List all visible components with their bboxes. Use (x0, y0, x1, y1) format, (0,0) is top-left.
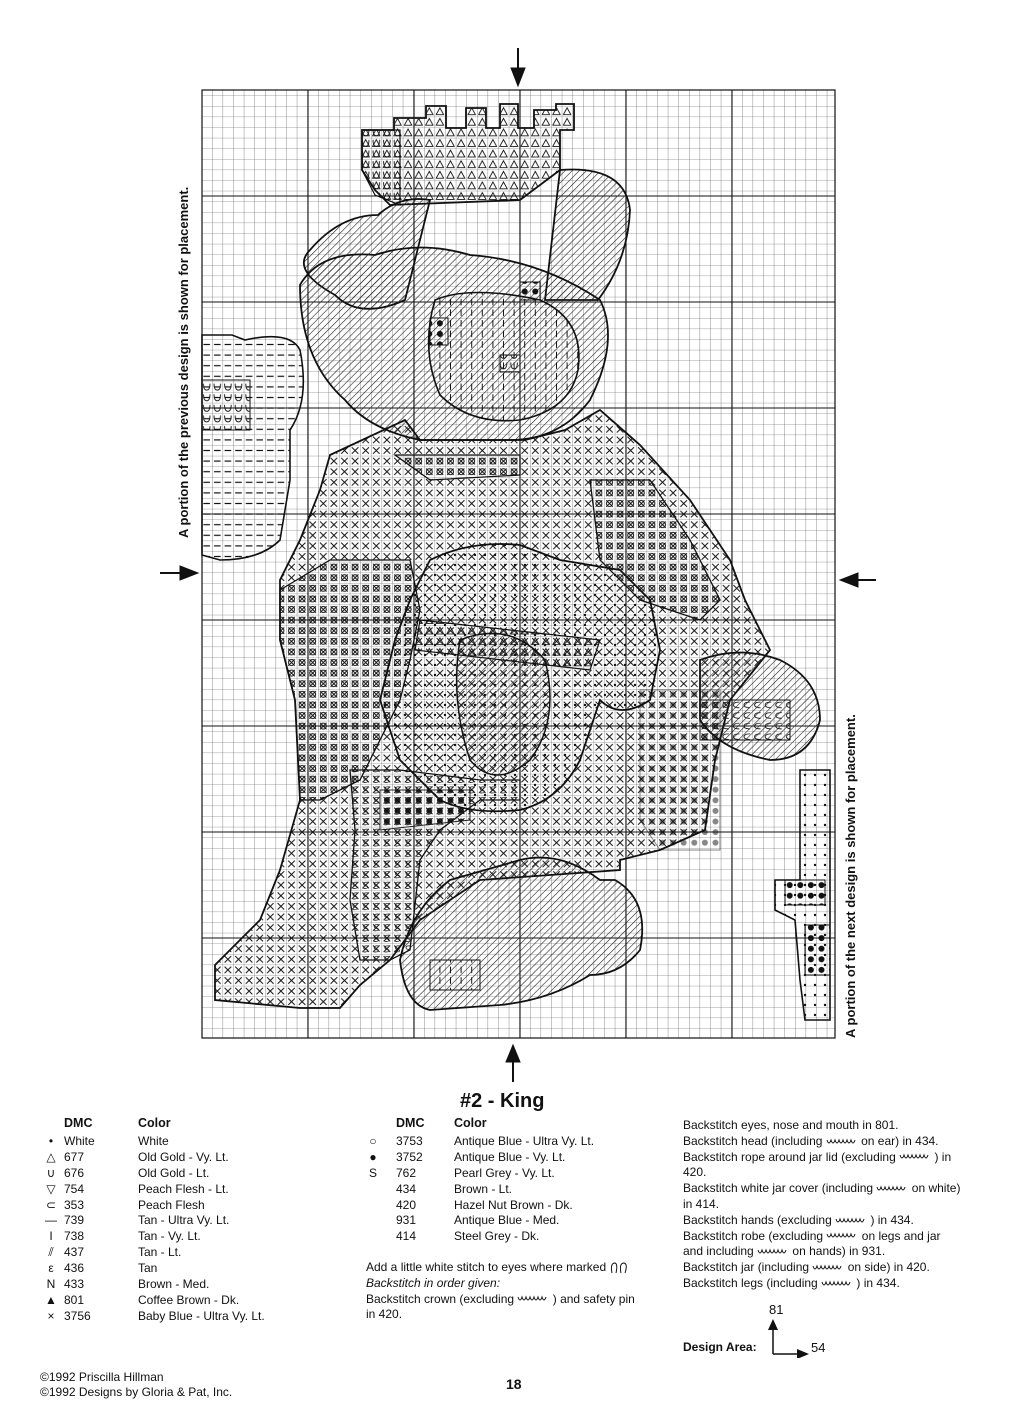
crown-note-part-c: in 420. (366, 1307, 403, 1322)
legend-dmc-number: 414 (396, 1229, 417, 1244)
legend-dmc-number: White (64, 1134, 95, 1148)
legend-row (44, 1182, 344, 1198)
circle-outline-symbol: ○ (369, 1134, 377, 1148)
triangle-down-symbol: ▽ (46, 1181, 56, 1196)
legend-row (366, 1182, 666, 1198)
wavy-line-icon (876, 1184, 908, 1194)
eye-mark-icon (609, 1261, 631, 1275)
legend-color-name: Old Gold - Vy. Lt. (138, 1149, 229, 1164)
legend-dmc-number: 738 (64, 1229, 85, 1244)
next-design-detail-2 (805, 925, 830, 975)
left-placement-note: A portion of the previous design is shown for placement. (176, 186, 191, 538)
legend-dmc-number: 434 (396, 1181, 417, 1196)
backstitch-note (683, 1229, 983, 1245)
design-area-label: Design Area: (683, 1340, 757, 1354)
note-part-b: on ear) in 434. (861, 1133, 939, 1148)
legend-dmc-number: 436 (64, 1261, 85, 1276)
bar-symbol: I (49, 1229, 53, 1244)
legend-color-name: Antique Blue - Vy. Lt. (454, 1149, 566, 1164)
legend-color-name: White (138, 1134, 169, 1148)
u-symbol: ∪ (46, 1165, 56, 1180)
wavy-line-icon (835, 1216, 867, 1226)
design-area-width: 54 (811, 1340, 826, 1355)
backstitch-note (683, 1276, 983, 1292)
legend-color-name: Hazel Nut Brown - Dk. (454, 1197, 573, 1212)
legend-row (44, 1213, 344, 1229)
legend-left-rows (44, 1134, 344, 1325)
note-part-a: Backstitch rope around jar lid (excluding (683, 1149, 896, 1164)
backwards-e-symbol: ε (48, 1261, 54, 1276)
note-part-b: on side) in 420. (847, 1260, 930, 1275)
legend-middle (366, 1116, 666, 1245)
white-stitch-text: Add a little white stitch to eyes where marked (366, 1260, 607, 1274)
legend-dmc-number: 3756 (64, 1308, 91, 1323)
legend-color-name: Brown - Lt. (454, 1181, 513, 1196)
note-part-b: on legs and jar (861, 1228, 941, 1243)
s-symbol: S (368, 1165, 377, 1180)
backstitch-note (683, 1260, 983, 1276)
page-number: 18 (506, 1376, 522, 1392)
hand-shading (700, 700, 790, 740)
note-part-a: Backstitch head (including (683, 1133, 823, 1148)
note-part-c: in 414. (683, 1196, 720, 1211)
legend-dmc-number: 762 (396, 1165, 417, 1180)
note-part-b: on white) (911, 1181, 961, 1196)
legend-color-name: Tan (138, 1261, 158, 1276)
backstitch-note (683, 1181, 983, 1213)
previous-design-detail (202, 380, 250, 430)
n-symbol: N (46, 1277, 56, 1292)
crown-note-part-b: ) and safety pin (552, 1291, 635, 1306)
stitch-instructions-middle (366, 1260, 666, 1323)
legend-row (44, 1166, 344, 1182)
legend-color-name: Old Gold - Lt. (138, 1165, 210, 1180)
wavy-line-icon (821, 1279, 853, 1289)
legend-color-name: Tan - Ultra Vy. Lt. (138, 1213, 230, 1228)
legend-dmc-number: 754 (64, 1181, 85, 1196)
note-part-a: Backstitch hands (excluding (683, 1212, 832, 1227)
legend-dmc-number: 3752 (396, 1149, 423, 1164)
legend-color-name: Coffee Brown - Dk. (138, 1292, 240, 1307)
legend-color-name: Tan - Vy. Lt. (138, 1229, 201, 1244)
wavy-line-icon (517, 1294, 549, 1304)
backstitch-note (683, 1213, 983, 1229)
legend-row (366, 1198, 666, 1214)
legend-row (366, 1213, 666, 1229)
legend-color-name: Steel Grey - Dk. (454, 1229, 540, 1244)
legend-row (44, 1277, 344, 1293)
legend-row (44, 1198, 344, 1214)
dot-symbol: • (48, 1134, 54, 1148)
design-area-height: 81 (769, 1302, 784, 1317)
note-part-b: ) in 434. (856, 1275, 900, 1290)
triangle-outline-symbol: △ (46, 1149, 56, 1164)
legend-color-heading-2: Color (454, 1116, 487, 1130)
white-stitch-note (366, 1260, 666, 1276)
legend-dmc-number: 931 (396, 1213, 417, 1228)
right-placement-note: A portion of the next design is shown for placement. (843, 714, 858, 1038)
note-part-c: 420. (683, 1165, 707, 1180)
note-part-a: Backstitch eyes, nose and mouth in 801. (683, 1118, 899, 1132)
crown-note-part-a: Backstitch crown (excluding (366, 1291, 515, 1306)
page-title: #2 - King (460, 1090, 545, 1112)
legend-color-name: Antique Blue - Ultra Vy. Lt. (454, 1134, 595, 1148)
legend-row (44, 1134, 344, 1150)
legend-row (44, 1293, 344, 1309)
legend-color-name: Pearl Grey - Vy. Lt. (454, 1165, 555, 1180)
legend-row (366, 1229, 666, 1245)
legend-middle-header (366, 1116, 666, 1134)
legend-color-name: Brown - Med. (138, 1277, 210, 1292)
note-part-a: Backstitch white jar cover (including (683, 1181, 874, 1196)
right-notes-list (683, 1118, 983, 1292)
legend-left (44, 1116, 344, 1325)
legend-dmc-number: 676 (64, 1165, 85, 1180)
legend-dmc-heading-2: DMC (396, 1116, 425, 1130)
note-part-a: Backstitch robe (excluding (683, 1228, 824, 1243)
design-area-arrows-icon (767, 1318, 817, 1358)
x-symbol: × (47, 1308, 55, 1323)
foot-pad (430, 960, 480, 990)
wavy-line-icon (826, 1231, 858, 1241)
next-design-detail (785, 880, 825, 905)
stitch-instructions-right (683, 1118, 983, 1292)
wavy-line-icon (757, 1247, 789, 1257)
legend-row (44, 1150, 344, 1166)
legend-dmc-number: 353 (64, 1197, 85, 1212)
legend-dmc-number: 801 (64, 1292, 85, 1307)
double-slash-symbol: ⫽ (48, 1245, 54, 1260)
note-part-a: and including (683, 1244, 754, 1259)
backstitch-note (683, 1118, 983, 1134)
legend-dmc-heading: DMC (64, 1116, 93, 1130)
note-part-a: Backstitch jar (including (683, 1260, 810, 1275)
legend-dmc-number: 420 (396, 1197, 417, 1212)
legend-color-name: Antique Blue - Med. (454, 1213, 560, 1228)
wavy-line-icon (812, 1263, 844, 1273)
legend-color-name: Tan - Lt. (138, 1245, 182, 1260)
backstitch-note (683, 1150, 983, 1182)
backstitch-note (683, 1244, 983, 1260)
legend-color-name: Baby Blue - Ultra Vy. Lt. (138, 1308, 265, 1323)
legend-middle-rows (366, 1134, 666, 1245)
legend-row (44, 1309, 344, 1325)
copyright-line-2: ©1992 Designs by Gloria & Pat, Inc. (40, 1385, 233, 1399)
legend-row (44, 1229, 344, 1245)
legend-dmc-number: 433 (64, 1277, 85, 1292)
wavy-line-icon (899, 1152, 931, 1162)
circle-filled-symbol: ● (369, 1149, 377, 1164)
triangle-filled-symbol: ▲ (45, 1292, 57, 1307)
note-part-b: ) in (934, 1149, 952, 1164)
legend-left-header (44, 1116, 344, 1134)
note-part-b: ) in 434. (870, 1212, 914, 1227)
legend-row (366, 1166, 666, 1182)
legend-row (44, 1245, 344, 1261)
backstitch-note (683, 1134, 983, 1150)
note-part-a: Backstitch legs (including (683, 1275, 818, 1290)
legend-dmc-number: 739 (64, 1213, 85, 1228)
bear-eye-left (430, 318, 448, 345)
dash-symbol: — (45, 1213, 57, 1228)
legend-row (366, 1134, 666, 1150)
design-area (683, 1300, 883, 1370)
copyright-block (40, 1370, 232, 1400)
note-part-b: on hands) in 931. (792, 1244, 886, 1259)
legend-color-heading: Color (138, 1116, 171, 1130)
c-symbol: ⊂ (45, 1197, 57, 1212)
legend-row (366, 1150, 666, 1166)
crown-backstitch-note (366, 1292, 666, 1308)
copyright-line-1: ©1992 Priscilla Hillman (40, 1370, 164, 1384)
wavy-line-icon (826, 1137, 858, 1147)
bear-eye-right (520, 282, 540, 300)
legend-color-name: Peach Flesh - Lt. (138, 1181, 229, 1196)
bear-nose (500, 355, 520, 372)
legend-color-name: Peach Flesh (138, 1197, 205, 1212)
legend-dmc-number: 3753 (396, 1134, 423, 1148)
backstitch-order-heading: Backstitch in order given: (366, 1275, 501, 1290)
legend-dmc-number: 677 (64, 1149, 85, 1164)
legend-dmc-number: 437 (64, 1245, 85, 1260)
legend-row (44, 1261, 344, 1277)
